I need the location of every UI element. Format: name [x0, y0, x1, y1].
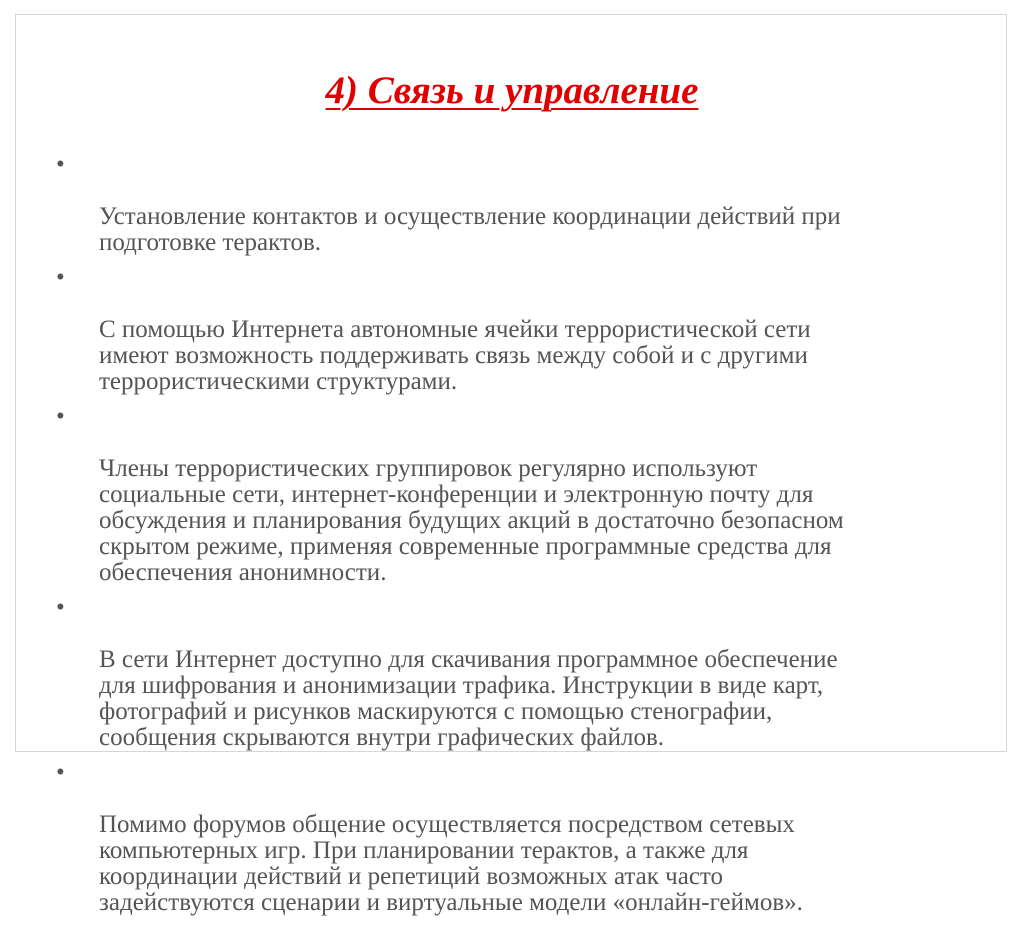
- bullet-icon: •: [56, 403, 65, 430]
- bullet-text-1: Установление контактов и осуществление координации действий при подготовке терактов.: [99, 203, 841, 256]
- bullet-icon: •: [56, 759, 65, 786]
- bullet-item-4: [56, 595, 976, 751]
- bullet-item-1: [56, 152, 976, 256]
- bullet-icon: •: [56, 264, 65, 291]
- bullet-item-2: [56, 265, 976, 395]
- bullet-item-5: [56, 760, 976, 916]
- bullet-text-4: В сети Интернет доступно для скачивания программное обеспечение для шифрования и анонимизации трафика. Инструкции в виде карт, фотографий и рисунков маскируются с помощью стенографии, сообщения скрываются внутри графических файлов.: [99, 646, 838, 751]
- bullet-icon: •: [56, 151, 65, 178]
- bullet-list: [56, 152, 976, 925]
- bullet-text-3: Члены террористических группировок регулярно используют социальные сети, интернет-конференции и электронную почту для обсуждения и планирования будущих акций в достаточно безопасном скрытом режиме, применяя современные программные средства для обеспечения анонимности.: [99, 455, 844, 586]
- slide-title: 4) Связь и управление: [325, 69, 699, 112]
- bullet-text-2: С помощью Интернета автономные ячейки террористической сети имеют возможность поддерживать связь между собой и с другими террористическими структурами.: [99, 316, 811, 395]
- bullet-icon: •: [56, 594, 65, 621]
- bullet-item-3: [56, 404, 976, 586]
- bullet-text-5: Помимо форумов общение осуществляется посредством сетевых компьютерных игр. При планировании терактов, а также для координации действий и репетиций возможных атак часто задействуются сценарии и виртуальные модели «онлайн-геймов».: [99, 811, 803, 916]
